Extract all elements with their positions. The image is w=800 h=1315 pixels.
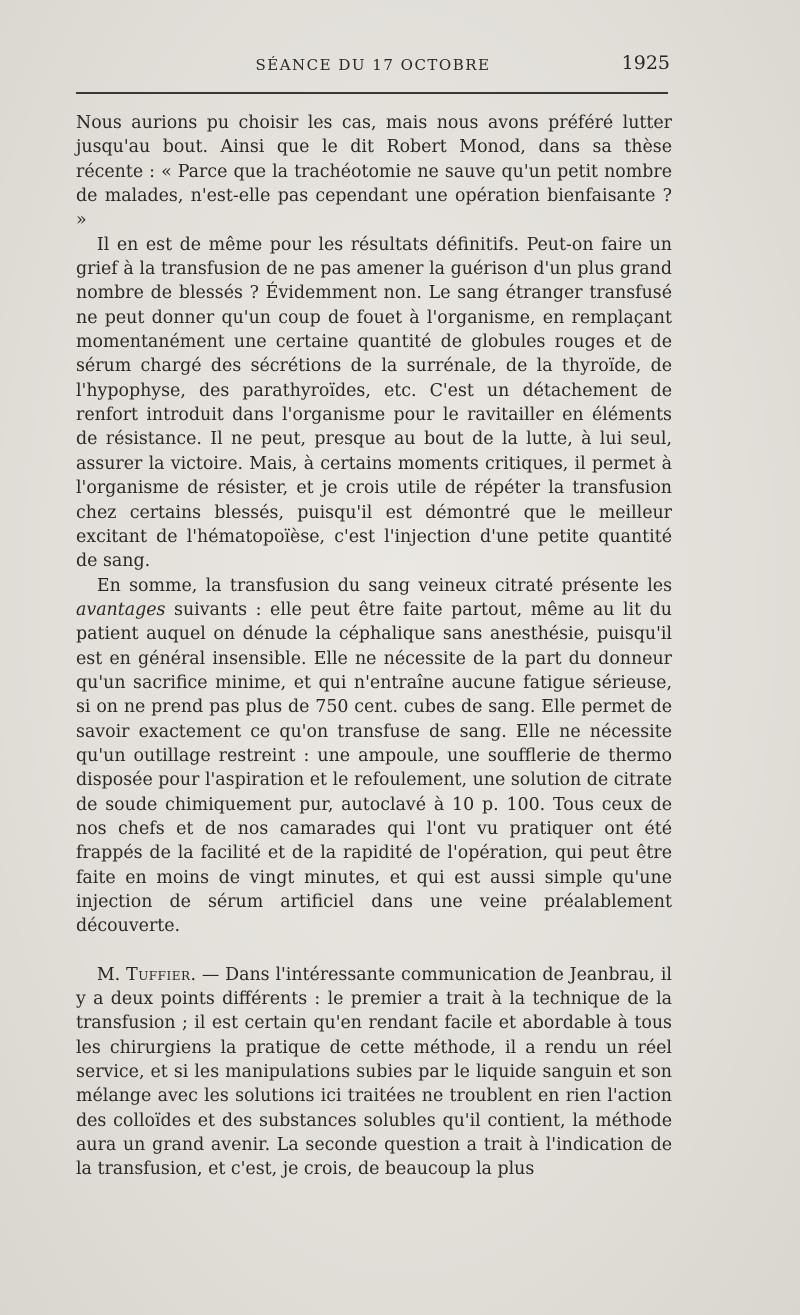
paragraph-1: Nous aurions pu choisir les cas, mais nous avons préféré lutter jusqu'au bout. Ainsi que le dit Robert Monod, dans sa thèse récente : « Parce que la trachéotomie ne sauve qu'un petit nombre de malades, n'est-elle pas cependant une opération bienfaisante ? »: [76, 113, 672, 231]
speaker-name: Tuffier: [126, 964, 191, 985]
page-number: 1925: [621, 52, 670, 74]
paragraph-3: [76, 574, 672, 939]
paragraph-3-italic-word: avantages: [76, 599, 166, 620]
paragraph-4-text: . — Dans l'intéressante communication de Jeanbrau, il y a deux points différents : le premier a trait à la technique de la transfusion ; il est certain qu'en rendant facile et abordable à tous les chirurgiens la pratique de cette méthode, il a rendu un réel service, et si les manipulations subies par le liquide sanguin et son mélange avec les solutions ici traitées ne troublent en rien l'action des colloïdes et des substances solubles qu'il contient, la méthode aura un grand avenir. La seconde question a trait à l'indication de la transfusion, et c'est, je crois, de beaucoup la plus: [76, 964, 672, 1180]
header-rule: [76, 92, 668, 94]
running-title: SÉANCE DU 17 OCTOBRE: [255, 56, 491, 74]
speaker-prefix: M.: [96, 964, 121, 985]
paragraph-3-rest: suivants : elle peut être faite partout, même au lit du patient auquel on dénude la céphalique sans anesthésie, puisqu'il est en général insensible. Elle ne nécessite de la part du donneur qu'un sacrifice minime, et qui n'entraîne aucune fatigue sérieuse, si on ne prend pas plus de 750 cent. cubes de sang. Elle permet de savoir exactement ce qu'on transfuse de sang. Elle ne nécessite qu'un outillage restreint : une ampoule, une soufflerie de thermo disposée pour l'aspiration et le refoulement, une solution de citrate de soude chimiquement pur, autoclavé à 10 p. 100. Tous ceux de nos chefs et de nos camarades qui l'ont vu pratiquer ont été frappés de la facilité et de la rapidité de l'opération, qui peut être faite en moins de vingt minutes, et qui est aussi simple qu'une injection de sérum artificiel dans une veine préalablement découverte.: [76, 599, 672, 937]
paragraph-4: [76, 963, 672, 1182]
body-text: [76, 111, 672, 1182]
paragraph-2: Il en est de même pour les résultats définitifs. Peut-on faire un grief à la transfusion de ne pas amener la guérison d'un plus grand nombre de blessés ? Évidemment non. Le sang étranger transfusé ne peut donner qu'un coup de fouet à l'organisme, en remplaçant momentanément une certaine quantité de globules rouges et de sérum chargé des sécrétions de la surrénale, de la thyroïde, de l'hypophyse, des parathyroïdes, etc. C'est un détachement de renfort introduit dans l'organisme pour le ravitailler en éléments de résistance. Il ne peut, presque au bout de la lutte, à lui seul, assurer la victoire. Mais, à certains moments critiques, il permet à l'organisme de résister, et je crois utile de répéter la transfusion chez certains blessés, puisqu'il est démontré que le meilleur excitant de l'hématopoïèse, c'est l'injection d'une petite quantité de sang.: [76, 234, 672, 572]
paragraph-3-start: En somme, la transfusion du sang veineux citraté présente les: [96, 575, 672, 596]
page-header: [76, 52, 670, 78]
